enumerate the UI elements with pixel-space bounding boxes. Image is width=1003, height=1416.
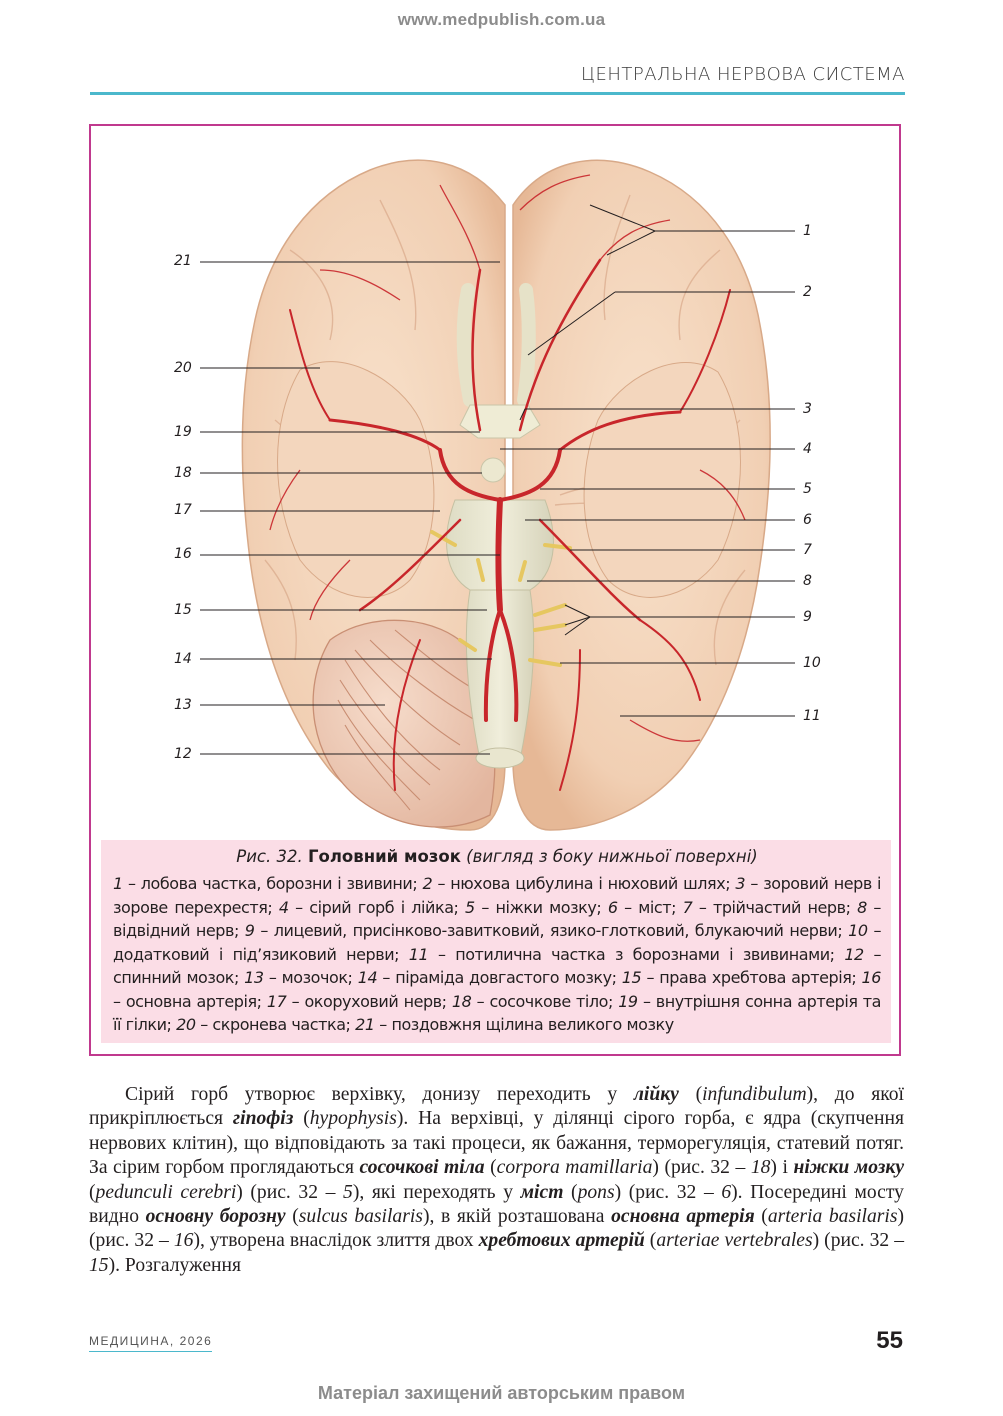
fig-label-3: 3 bbox=[803, 401, 812, 417]
legend-text: піраміда довгастого мозку; bbox=[395, 968, 617, 987]
legend-dash: – bbox=[127, 874, 136, 893]
legend-dash: – bbox=[873, 944, 882, 964]
right-olfactory-tract bbox=[524, 290, 529, 400]
fig-label-6: 6 bbox=[803, 512, 812, 528]
fig-label-8: 8 bbox=[803, 573, 812, 589]
legend-number: 9 bbox=[244, 921, 255, 940]
site-url[interactable]: www.medpublish.com.ua bbox=[397, 10, 606, 29]
legend-number: 19 bbox=[618, 991, 638, 1011]
fig-label-2: 2 bbox=[803, 284, 812, 300]
legend-number: 10 bbox=[848, 921, 868, 940]
fig-label-18: 18 bbox=[174, 465, 192, 481]
legend-dash: – bbox=[873, 897, 881, 917]
legend-number: 11 bbox=[408, 944, 429, 964]
legend-number: 14 bbox=[357, 968, 378, 987]
legend-dash: – bbox=[437, 944, 446, 964]
legend-item bbox=[355, 1015, 674, 1034]
legend-text: права хребтова артерія; bbox=[659, 968, 857, 987]
body-text bbox=[89, 1083, 904, 1278]
legend-dash: – bbox=[873, 921, 881, 940]
fig-label-5: 5 bbox=[803, 481, 812, 497]
optic-chiasm bbox=[460, 405, 540, 438]
mamillary-body bbox=[481, 458, 505, 482]
page-number: 55 bbox=[876, 1327, 903, 1354]
legend-text: сірий горб і лійка; bbox=[309, 897, 459, 917]
legend-dash: – bbox=[437, 874, 446, 893]
legend-item bbox=[267, 992, 447, 1011]
legend-number: 16 bbox=[861, 968, 881, 987]
legend-item bbox=[409, 945, 835, 964]
legend-text: сосочкове тіло; bbox=[489, 991, 613, 1011]
legend-dash: – bbox=[268, 968, 277, 987]
legend-number: 6 bbox=[607, 897, 618, 917]
legend-text: зоровий нерв і зорове перехрестя; bbox=[113, 874, 882, 917]
legend-number: 20 bbox=[176, 1015, 196, 1034]
caption-main: Головний мозок bbox=[307, 847, 461, 866]
legend-text: додатковий і під’язиковий нерви; bbox=[113, 944, 400, 964]
legend-dash: – bbox=[200, 1015, 208, 1034]
legend-item bbox=[683, 898, 851, 917]
fig-label-13: 13 bbox=[174, 697, 192, 713]
spinal-cord bbox=[476, 748, 524, 768]
legend-dash: – bbox=[382, 968, 390, 987]
legend-text: потилична частка з борознами і звивинами; bbox=[455, 944, 835, 964]
fig-label-17: 17 bbox=[174, 502, 192, 518]
legend-dash: – bbox=[260, 921, 268, 940]
caption-prefix: Рис. 32. bbox=[236, 847, 303, 866]
fig-label-14: 14 bbox=[174, 651, 192, 667]
legend-dash: – bbox=[379, 1015, 387, 1034]
legend-number: 18 bbox=[451, 991, 472, 1011]
legend-text: основна артерія; bbox=[125, 991, 262, 1011]
legend-text: відвідний нерв; bbox=[113, 921, 239, 940]
legend-item bbox=[113, 874, 417, 893]
fig-label-11: 11 bbox=[803, 708, 821, 724]
fig-label-20: 20 bbox=[174, 360, 192, 376]
legend-item bbox=[608, 898, 676, 917]
legend-dash: – bbox=[481, 897, 489, 917]
legend-dash: – bbox=[113, 991, 121, 1011]
legend-text: спинний мозок; bbox=[113, 968, 239, 987]
legend-number: 12 bbox=[844, 944, 864, 964]
legend-item bbox=[465, 898, 601, 917]
legend-item bbox=[358, 968, 617, 987]
legend-item bbox=[452, 992, 613, 1011]
caption-legend bbox=[113, 872, 881, 1037]
fig-label-7: 7 bbox=[803, 542, 812, 558]
figure-caption bbox=[101, 840, 891, 1043]
fig-label-10: 10 bbox=[803, 655, 821, 671]
fig-label-12: 12 bbox=[174, 746, 192, 762]
legend-dash: – bbox=[698, 897, 707, 917]
fig-label-9: 9 bbox=[803, 609, 812, 625]
legend-dash: – bbox=[295, 897, 303, 917]
legend-text: поздовжня щілина великого мозку bbox=[391, 1015, 674, 1034]
legend-dash: – bbox=[642, 991, 651, 1011]
legend-item bbox=[176, 1015, 350, 1034]
copyright-notice: Матеріал захищений авторським правом bbox=[317, 1383, 686, 1403]
legend-number: 15 bbox=[621, 968, 642, 987]
legend-text: скронева частка; bbox=[212, 1015, 351, 1034]
fig-label-1: 1 bbox=[803, 223, 812, 239]
legend-text: мозочок; bbox=[281, 968, 353, 987]
legend-text: ніжки мозку; bbox=[495, 897, 602, 917]
legend-dash: – bbox=[291, 991, 300, 1011]
legend-item bbox=[423, 874, 731, 893]
caption-title bbox=[113, 846, 881, 868]
running-head: ЦЕНТРАЛЬНА НЕРВОВА СИСТЕМА bbox=[581, 64, 905, 85]
legend-number: 13 bbox=[244, 968, 264, 987]
legend-number: 8 bbox=[857, 897, 867, 917]
legend-text: внутрішня сонна артерія та її гілки; bbox=[113, 991, 881, 1034]
fig-label-16: 16 bbox=[174, 546, 192, 562]
legend-number: 21 bbox=[355, 1015, 375, 1034]
legend-text: окоруховий нерв; bbox=[304, 991, 447, 1011]
legend-item bbox=[245, 921, 843, 940]
paragraph: Сірий горб утворює верхівку, донизу переходить у лійку (infundibulum), до якої прикріплюється гіпофіз (hypophysis). На верхівці, у ділянці сірого горба, є ядра (скупчення нервових клітин), що відповідають за такі процеси, як бажання, терморегуляція, статевий потяг. За сірим горбом проглядаються сосочкові тіла (corpora mamillaria) (рис. 32 – 18) і ніжки мозку (pedunculi cerebri) (рис. 32 – 5), які переходять у міст (pons) (рис. 32 – 6). Посередині мосту видно основну борозну (sulcus basilaris), в якій розташована основна артерія (arteria basilaris) (рис. 32 – 16), утворена внаслідок злиття двох хребтових артерій (arteriae vertebrales) (рис. 32 – 15). Розгалуження bbox=[89, 1084, 905, 1276]
legend-dash: – bbox=[646, 968, 655, 987]
legend-dash: – bbox=[476, 991, 485, 1011]
legend-dash: – bbox=[624, 897, 632, 917]
legend-text: трійчастий нерв; bbox=[712, 897, 851, 917]
legend-number: 4 bbox=[278, 897, 289, 917]
legend-item bbox=[279, 898, 459, 917]
fig-label-4: 4 bbox=[803, 441, 812, 457]
legend-number: 2 bbox=[422, 874, 433, 893]
footer-publisher: МЕДИЦИНА, 2026 bbox=[89, 1334, 212, 1352]
legend-text: лицевий, присінково-завитковий, язико-глотковий, блукаючий нерви; bbox=[273, 921, 843, 940]
legend-text: лобова частка, борозни і звивини; bbox=[140, 874, 418, 893]
legend-number: 5 bbox=[465, 897, 475, 917]
legend-number: 1 bbox=[113, 874, 123, 893]
legend-text: міст; bbox=[638, 897, 677, 917]
fig-label-15: 15 bbox=[174, 602, 192, 618]
fig-label-19: 19 bbox=[174, 424, 192, 440]
fig-label-21: 21 bbox=[174, 253, 192, 269]
legend-number: 3 bbox=[735, 874, 746, 893]
legend-text: нюхова цибулина і нюховий шлях; bbox=[450, 874, 731, 893]
legend-number: 17 bbox=[266, 991, 287, 1011]
legend-number: 7 bbox=[682, 897, 693, 917]
legend-item bbox=[622, 968, 857, 987]
left-olfactory-tract bbox=[464, 290, 470, 400]
legend-item bbox=[244, 968, 352, 987]
caption-subtitle: (вигляд з боку нижньої поверхні) bbox=[466, 847, 758, 866]
legend-dash: – bbox=[750, 874, 758, 893]
